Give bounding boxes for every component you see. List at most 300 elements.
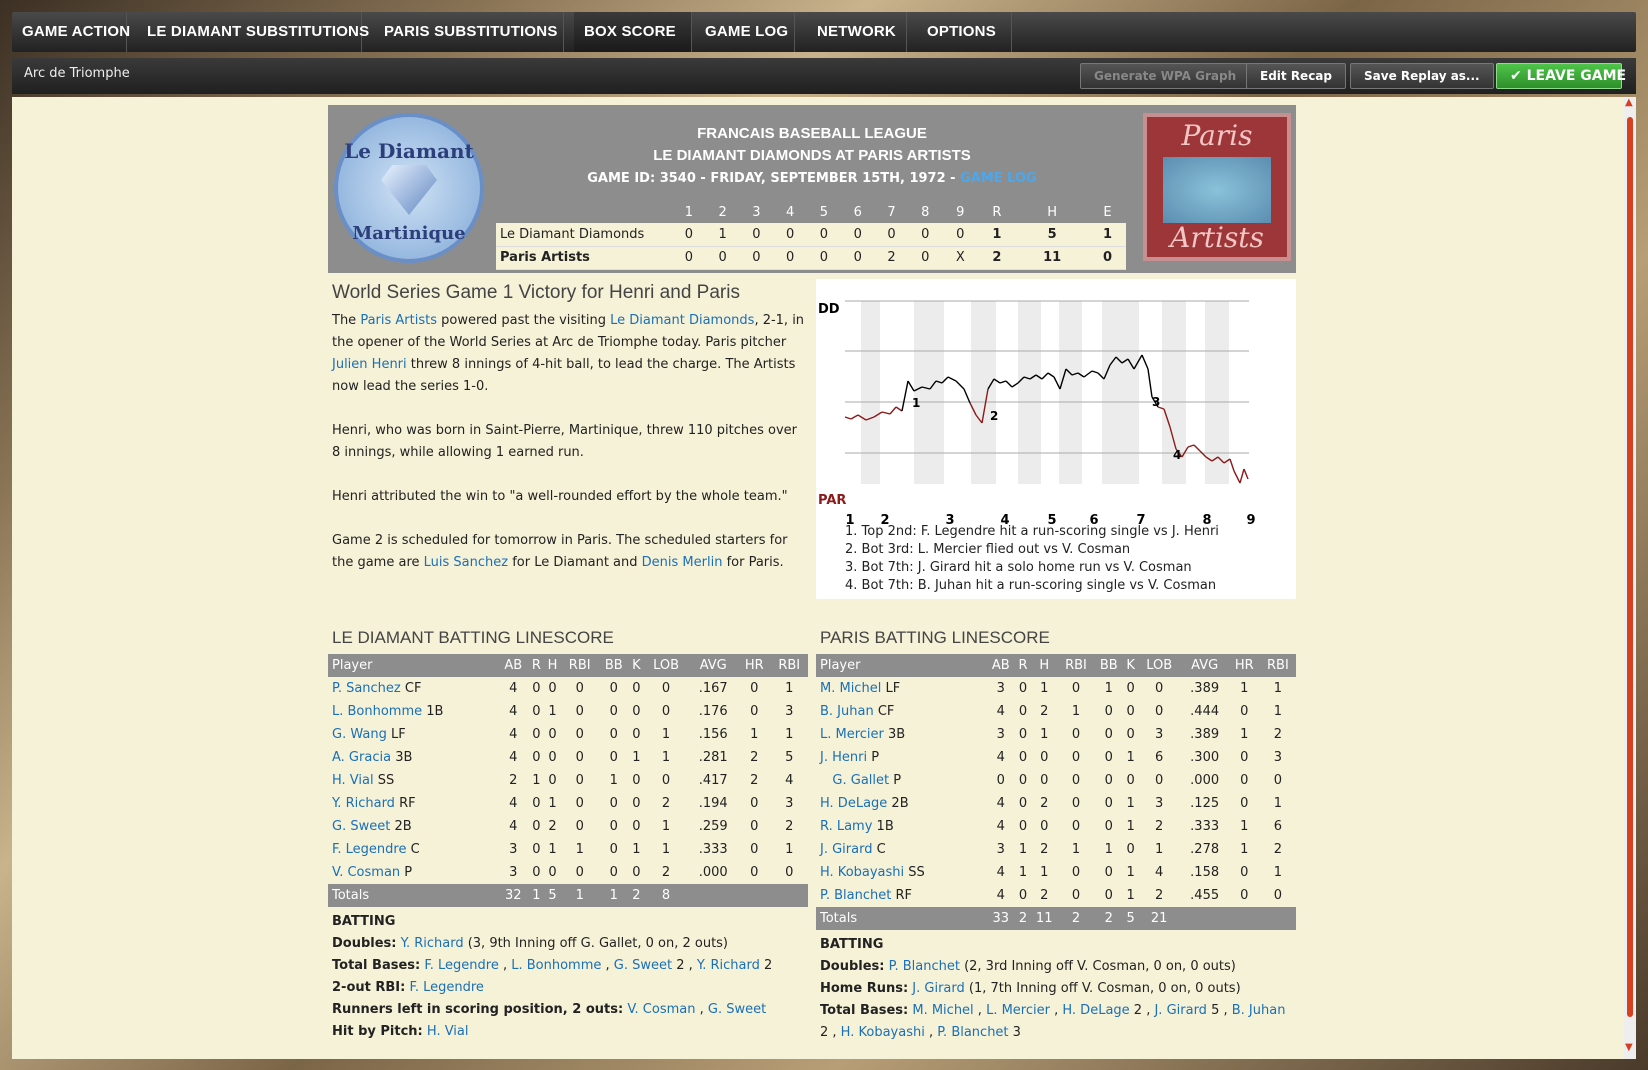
table-row [328, 815, 808, 838]
stat-cell: 1 [548, 842, 557, 857]
inning-stripe [971, 301, 999, 484]
player-cell [816, 746, 986, 769]
wpa-line-segment [1042, 373, 1048, 379]
player-link[interactable]: J. Girard [912, 981, 965, 996]
inning-stripe [1059, 301, 1082, 484]
stat-cell: 0 [609, 727, 618, 742]
stat-cell: 2 [1273, 842, 1283, 857]
player-link[interactable]: F. Legendre [332, 842, 407, 857]
le-diamant-batting-title: LE DIAMANT BATTING LINESCORE [332, 628, 614, 647]
stat-cell: 0 [1018, 727, 1028, 742]
vertical-scrollbar[interactable] [1624, 97, 1636, 1059]
stat-cell: .389 [1190, 681, 1220, 696]
totals-cell: 32 [498, 884, 529, 907]
totals-cell: 33 [986, 907, 1016, 930]
stat-cell: 0 [750, 865, 759, 880]
stat-cell: .156 [698, 727, 728, 742]
player-link[interactable]: H. DeLage [1062, 1003, 1130, 1018]
stat-cell: 4 [996, 865, 1005, 880]
player-link[interactable]: G. Wang [332, 727, 387, 742]
totals-cell: 2 [1016, 907, 1031, 930]
stat-cell: 2 [1040, 888, 1049, 903]
stat-cell: 1 [1273, 704, 1283, 719]
stat-cell: 0 [1126, 727, 1135, 742]
stat-cell: 0 [632, 819, 641, 834]
totals-cell: 21 [1138, 907, 1181, 930]
stat-cell: 1 [632, 750, 641, 765]
player-link[interactable]: F. Legendre [424, 958, 499, 973]
stat-cell: 3 [785, 796, 794, 811]
stat-cell: 0 [1273, 888, 1283, 903]
stat-cell: 3 [1273, 750, 1283, 765]
player-link[interactable]: V. Cosman [332, 865, 401, 880]
inning-label: 8 [1202, 513, 1212, 528]
wpa-line-segment [948, 377, 956, 381]
paris-batting-table [816, 654, 1296, 930]
stat-cell: .194 [698, 796, 728, 811]
linescore-cell: X [942, 246, 978, 269]
tab-options[interactable]: OPTIONS [917, 12, 1012, 52]
player-link[interactable]: G. Gallet [832, 773, 890, 788]
stat-cell: 0 [750, 796, 759, 811]
stat-cell: 2 [661, 796, 671, 811]
stat-cell: 0 [1155, 704, 1164, 719]
player-link[interactable]: F. Legendre [409, 980, 484, 995]
team-name: Paris Artists [496, 246, 672, 269]
player-position: 2B [394, 819, 412, 834]
player-link[interactable]: Y. Richard [696, 958, 760, 973]
linescore-cell: 0 [1089, 246, 1126, 269]
stat-cell: .389 [1190, 727, 1220, 742]
linescore-cell: 1 [1089, 223, 1126, 246]
stat-cell: 0 [575, 819, 584, 834]
stat-cell: 0 [532, 819, 541, 834]
player-position: C [876, 842, 886, 857]
stat-cell: 0 [532, 842, 541, 857]
stat-cell: 1 [1126, 750, 1135, 765]
linescore-col-header: 6 [853, 204, 862, 220]
wpa-line-segment [1230, 459, 1234, 471]
wpa-top-label: DD [818, 302, 840, 317]
player-link[interactable]: A. Gracia [332, 750, 392, 765]
stat-cell: 0 [750, 704, 759, 719]
stat-cell: 0 [1071, 888, 1081, 903]
stadium-name: Arc de Triomphe [24, 66, 130, 81]
check-icon: ✔ [1510, 68, 1522, 84]
team-name: Le Diamant Diamonds [496, 223, 672, 246]
stat-cell: 3 [509, 842, 518, 857]
batting-heading: BATTING [820, 937, 884, 952]
stat-cell: 0 [1071, 727, 1081, 742]
stat-cell: .278 [1190, 842, 1220, 857]
player-link[interactable]: H. Kobayashi [820, 865, 905, 880]
player-link[interactable]: P. Blanchet [820, 888, 892, 903]
stat-cell: 1 [1126, 819, 1135, 834]
stat-cell: 0 [609, 681, 618, 696]
stat-cell: 2 [1040, 842, 1049, 857]
paris-artists-logo: Paris Artists [1143, 113, 1291, 261]
stat-cell: 0 [575, 681, 584, 696]
inning-stripe [1102, 301, 1139, 484]
stat-cell: .281 [698, 750, 728, 765]
player-cell [328, 769, 498, 792]
wpa-line-segment [1092, 371, 1098, 373]
recap-body: The Paris Artists powered past the visiting Le Diamant Diamonds, 2-1, in the opener of the World Series at Arc de Triomphe today. Paris pitcher Julien Henri threw 8 innings of 4-hit ball, to lead the charge. The Artists now lead the series 1-0. Henri, who was born in Saint-Pierre, Martinique, threw 110 pitches over 8 innings, while allowing 1 earned run. Henri attributed the win to "a well-rounded effort by the whole team." Game 2 is scheduled for tomorrow in Paris. The scheduled starters for the game are Luis Sanchez for Le Diamant and Denis Merlin for Paris. [332, 310, 807, 596]
stat-cell: 0 [750, 819, 759, 834]
luis-sanchez-link[interactable]: Luis Sanchez [423, 555, 509, 570]
player-cell [328, 838, 498, 861]
inning-stripe [914, 301, 944, 484]
stat-cell: 1 [1018, 842, 1028, 857]
stat-cell: 0 [1018, 819, 1028, 834]
stat-cell: 0 [1126, 773, 1135, 788]
linescore-cell: 5 [1015, 223, 1089, 246]
wpa-line-segment [845, 417, 851, 419]
stat-cell: .300 [1190, 750, 1220, 765]
stat-cell: 0 [1104, 796, 1113, 811]
linescore-cell: 0 [672, 223, 706, 246]
column-header: RBI [770, 654, 808, 677]
inning-label: 9 [1246, 513, 1256, 528]
stat-cell: 0 [1104, 773, 1113, 788]
column-header: R [529, 654, 545, 677]
inning-stripe [861, 301, 880, 484]
stat-cell: 0 [1240, 796, 1249, 811]
player-cell [328, 815, 498, 838]
tab-le-diamant-substitutions[interactable]: LE DIAMANT SUBSTITUTIONS [137, 12, 362, 52]
stat-cell: 0 [1240, 704, 1249, 719]
stat-cell: 1 [785, 681, 794, 696]
batting-heading: BATTING [332, 914, 396, 929]
linescore-cell: 0 [773, 246, 807, 269]
stat-cell: 1 [1071, 842, 1081, 857]
scroll-up-icon[interactable]: ▲ [1625, 97, 1633, 108]
wpa-line-segment [908, 381, 914, 391]
stat-cell: 1 [1126, 796, 1135, 811]
player-link[interactable]: M. Michel [912, 1003, 974, 1018]
wpa-event-marker: 1 [912, 396, 921, 410]
player-position: RF [895, 888, 912, 903]
stat-cell: 0 [785, 865, 794, 880]
linescore-cell: 2 [978, 246, 1015, 269]
linescore-cell: 0 [740, 223, 774, 246]
column-header: HR [1229, 654, 1260, 677]
denis-merlin-link[interactable]: Denis Merlin [641, 555, 723, 570]
player-link[interactable]: J. Girard [1154, 1003, 1207, 1018]
linescore-col-header: 7 [887, 204, 896, 220]
column-header: LOB [1138, 654, 1181, 677]
stat-cell: 0 [575, 773, 584, 788]
player-cell [816, 677, 986, 700]
stat-cell: 1 [1104, 842, 1113, 857]
stat-cell: 0 [575, 704, 584, 719]
stat-cell: 4 [509, 681, 518, 696]
win-probability-graph [816, 279, 1296, 599]
stat-cell: 1 [1240, 681, 1249, 696]
table-row [328, 677, 808, 700]
stat-cell: 0 [632, 727, 641, 742]
stat-cell: 0 [532, 750, 541, 765]
generate-wpa-graph-button[interactable]: Generate WPA Graph [1080, 63, 1250, 89]
column-header: BB [598, 654, 629, 677]
inning-label: 2 [880, 513, 890, 528]
player-link[interactable]: P. Sanchez [332, 681, 401, 696]
stat-cell: 0 [1018, 773, 1028, 788]
player-cell [816, 838, 986, 861]
player-cell [328, 723, 498, 746]
wpa-line-segment [890, 407, 896, 414]
player-link[interactable]: J. Henri [820, 750, 868, 765]
stat-cell: 0 [632, 773, 641, 788]
player-cell [816, 723, 986, 746]
linescore-cell: 0 [841, 223, 875, 246]
player-link[interactable]: B. Juhan [1231, 1003, 1286, 1018]
game-id-text: GAME ID: 3540 - FRIDAY, SEPTEMBER 15TH, 1972 - [587, 171, 961, 186]
stat-cell: 2 [1155, 819, 1164, 834]
stat-cell: 1 [1018, 865, 1028, 880]
wpa-event-marker: 2 [990, 409, 999, 423]
totals-cell: 8 [644, 884, 689, 907]
stat-cell: 0 [548, 750, 557, 765]
totals-cell: 1 [561, 884, 598, 907]
stat-cell: 0 [1071, 681, 1081, 696]
column-header: H [1031, 654, 1058, 677]
julien-henri-link[interactable]: Julien Henri [332, 357, 407, 372]
le-diamant-batting-notes: BATTING Doubles: Y. Richard (3, 9th Inning off G. Gallet, 0 on, 2 outs) Total Bases: F. Legendre , L. Bonhomme , G. Sweet 2 , Y. Richard 2 2-out RBI: F. Legendre Runners left in scoring position, 2 outs: V. Cosman , G. Sweet Hit by Pitch: H. Vial [332, 911, 802, 1043]
stat-cell: 1 [532, 773, 541, 788]
stat-cell: 0 [661, 704, 671, 719]
stat-cell: 0 [609, 750, 618, 765]
inning-label: 4 [1000, 513, 1010, 528]
scrollbar-thumb[interactable] [1627, 117, 1633, 1017]
tab-game-action[interactable]: GAME ACTION [12, 12, 127, 52]
stat-cell: 0 [532, 796, 541, 811]
table-row [328, 792, 808, 815]
stat-cell: 2 [1273, 727, 1283, 742]
linescore-cell: 2 [875, 246, 909, 269]
column-header: Player [816, 654, 986, 677]
player-position: SS [377, 773, 395, 788]
stat-cell: 0 [1040, 819, 1049, 834]
stat-cell: 1 [1126, 865, 1135, 880]
player-link[interactable]: G. Sweet [707, 1002, 767, 1017]
wpa-line-segment [1084, 371, 1092, 377]
stat-cell: 1 [1126, 888, 1135, 903]
stat-cell: 1 [750, 727, 759, 742]
stat-cell: 0 [996, 773, 1005, 788]
leave-game-button[interactable] [1496, 63, 1627, 89]
game-header [328, 105, 1296, 273]
player-link[interactable]: R. Lamy [820, 819, 873, 834]
totals-cell: 2 [1058, 907, 1094, 930]
player-position: LF [885, 681, 901, 696]
stat-cell: 0 [1126, 681, 1135, 696]
player-position: C [410, 842, 420, 857]
inning-label: 1 [845, 513, 855, 528]
recap-paragraph-3: Henri attributed the win to "a well-rounded effort by the whole team." [332, 489, 788, 504]
table-row [816, 723, 1296, 746]
scroll-down-icon[interactable]: ▼ [1625, 1042, 1633, 1053]
stat-cell: 1 [1071, 704, 1081, 719]
player-link[interactable]: M. Michel [820, 681, 882, 696]
stat-cell: 1 [1155, 842, 1164, 857]
stat-cell: 0 [548, 773, 557, 788]
inning-stripe [1205, 301, 1229, 484]
game-log-link[interactable]: GAME LOG [960, 171, 1037, 186]
main-menu-bar [12, 12, 1636, 52]
stat-cell: 0 [609, 796, 618, 811]
stat-cell: 1 [661, 842, 671, 857]
stat-cell: 0 [1240, 865, 1249, 880]
table-row [328, 723, 808, 746]
stat-cell: 1 [1240, 819, 1249, 834]
inning-label: 6 [1089, 513, 1099, 528]
wpa-line-segment [1240, 469, 1244, 483]
player-link[interactable]: V. Cosman [627, 1002, 696, 1017]
le-diamant-batting-table [328, 654, 808, 907]
player-position: 2B [891, 796, 909, 811]
recap-paragraph-2: Henri, who was born in Saint-Pierre, Martinique, threw 110 pitches over 8 innings, while allowing 1 earned run. [332, 423, 798, 460]
wpa-line-segment [1244, 469, 1248, 479]
column-header: HR [738, 654, 770, 677]
stat-cell: 0 [609, 819, 618, 834]
player-link[interactable]: Y. Richard [400, 936, 464, 951]
stat-cell: 0 [1155, 681, 1164, 696]
stat-cell: 2 [548, 819, 557, 834]
player-link[interactable]: H. Vial [332, 773, 374, 788]
tab-box-score[interactable]: BOX SCORE [574, 12, 692, 52]
linescore-cell: 0 [807, 223, 841, 246]
player-link[interactable]: Y. Richard [332, 796, 395, 811]
player-position: 1B [426, 704, 444, 719]
stat-cell: 3 [996, 842, 1005, 857]
stat-cell: 4 [509, 704, 518, 719]
player-link[interactable]: H. Vial [426, 1024, 469, 1039]
table-row [816, 861, 1296, 884]
player-cell [816, 815, 986, 838]
wpa-line-segment [896, 407, 902, 411]
player-cell [328, 700, 498, 723]
linescore-col-header: E [1103, 204, 1112, 220]
tab-game-log[interactable]: GAME LOG [695, 12, 795, 52]
tab-network[interactable]: NETWORK [807, 12, 907, 52]
stat-cell: 0 [1273, 773, 1283, 788]
player-link[interactable]: L. Mercier [820, 727, 884, 742]
linescore-cell: 11 [1015, 246, 1089, 269]
linescore-col-header: 4 [786, 204, 795, 220]
linescore-cell: 0 [908, 223, 942, 246]
stat-cell: 0 [575, 750, 584, 765]
stat-cell: 1 [1040, 865, 1049, 880]
column-header: RBI [1260, 654, 1296, 677]
player-position: RF [399, 796, 416, 811]
stat-cell: 2 [661, 865, 671, 880]
player-cell [816, 884, 986, 907]
tab-paris-substitutions[interactable]: PARIS SUBSTITUTIONS [374, 12, 564, 52]
stat-cell: 0 [1104, 750, 1113, 765]
column-header: LOB [644, 654, 689, 677]
player-link[interactable]: L. Bonhomme [511, 958, 602, 973]
matchup: LE DIAMANT DIAMONDS AT PARIS ARTISTS [653, 147, 971, 164]
table-row [816, 677, 1296, 700]
totals-cell: 2 [629, 884, 644, 907]
wpa-line-segment [1012, 383, 1018, 387]
stat-cell: 0 [1071, 796, 1081, 811]
water-lilies-icon [1163, 157, 1271, 223]
player-link[interactable]: H. Kobayashi [840, 1025, 925, 1040]
table-row [816, 700, 1296, 723]
stat-cell: 0 [1018, 888, 1028, 903]
wpa-line-segment [956, 381, 964, 389]
player-link[interactable]: J. Girard [820, 842, 873, 857]
player-link[interactable]: P. Blanchet [888, 959, 960, 974]
player-link[interactable]: G. Sweet [613, 958, 673, 973]
stat-cell: 1 [1040, 727, 1049, 742]
stat-cell: 0 [532, 865, 541, 880]
stat-cell: 0 [548, 681, 557, 696]
recap-title: World Series Game 1 Victory for Henri and Paris [332, 282, 740, 303]
totals-cell: 1 [598, 884, 629, 907]
stat-cell: 0 [1018, 750, 1028, 765]
linescore-cell: 0 [908, 246, 942, 269]
stat-cell: 0 [532, 704, 541, 719]
wpa-line-segment [1194, 445, 1200, 451]
linescore-col-header: 1 [684, 204, 694, 220]
paris-artists-link[interactable]: Paris Artists [360, 313, 437, 328]
wpa-event-3: 3. Bot 7th: J. Girard hit a solo home run vs V. Cosman [845, 560, 1192, 575]
paris-batting-title: PARIS BATTING LINESCORE [820, 628, 1050, 647]
player-link[interactable]: P. Blanchet [937, 1025, 1009, 1040]
player-link[interactable]: H. DeLage [820, 796, 888, 811]
player-link[interactable]: B. Juhan [820, 704, 874, 719]
totals-cell: 1 [529, 884, 545, 907]
stat-cell: 1 [1104, 681, 1113, 696]
stat-cell: 0 [661, 681, 671, 696]
stat-cell: 6 [1273, 819, 1283, 834]
player-link[interactable]: L. Mercier [986, 1003, 1050, 1018]
player-cell [328, 792, 498, 815]
stat-cell: 3 [1155, 796, 1164, 811]
stat-cell: 0 [632, 681, 641, 696]
stat-cell: 0 [1240, 888, 1249, 903]
player-position: LF [390, 727, 406, 742]
table-row [328, 746, 808, 769]
column-header: RBI [1058, 654, 1094, 677]
column-header: Player [328, 654, 498, 677]
stat-cell: 4 [996, 704, 1005, 719]
edit-recap-button[interactable]: Edit Recap [1246, 63, 1346, 89]
stat-cell: .000 [698, 865, 728, 880]
stat-cell: .167 [698, 681, 728, 696]
column-header: BB [1094, 654, 1124, 677]
totals-row [328, 884, 808, 907]
table-row [328, 861, 808, 884]
linescore-cell: 1 [706, 223, 740, 246]
stat-cell: .455 [1190, 888, 1220, 903]
stat-cell: 2 [1040, 704, 1049, 719]
game-title [488, 123, 1136, 167]
player-position: 1B [876, 819, 894, 834]
save-replay-button[interactable]: Save Replay as... [1350, 63, 1494, 89]
player-link[interactable]: G. Sweet [332, 819, 391, 834]
stat-cell: 0 [609, 842, 618, 857]
player-link[interactable]: L. Bonhomme [332, 704, 423, 719]
inning-stripe [1018, 301, 1041, 484]
stat-cell: 0 [532, 727, 541, 742]
table-row [328, 769, 808, 792]
stat-cell: 4 [509, 819, 518, 834]
le-diamant-link[interactable]: Le Diamant Diamonds [610, 313, 755, 328]
